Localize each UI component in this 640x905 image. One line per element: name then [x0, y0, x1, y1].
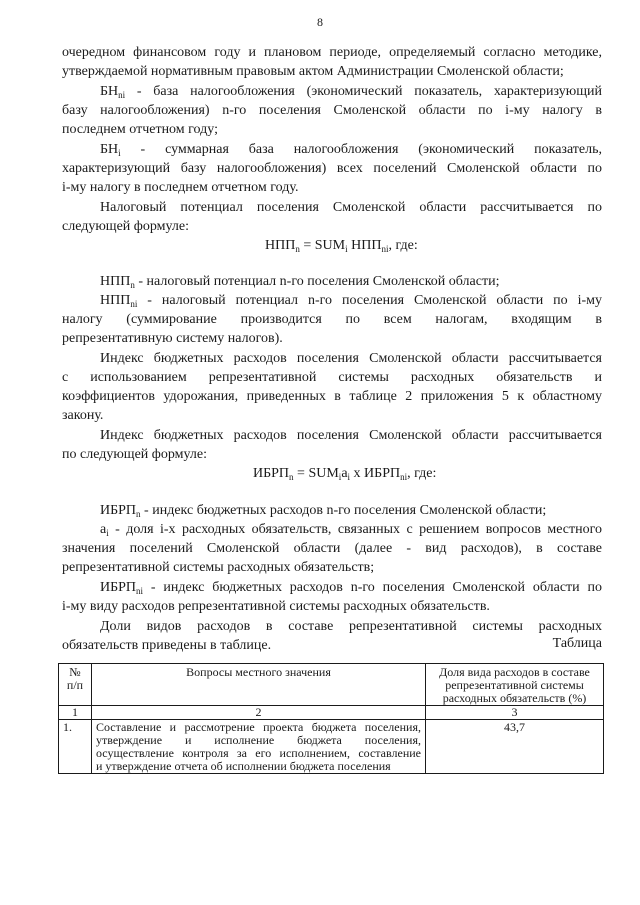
table-header-row	[59, 664, 604, 706]
header-share: Доля вида расходов в составе репрезентативной системы расходных обязательств (%)	[426, 664, 604, 706]
definition-a-i: $a_i$ - доля i-х расходных обязательств, связанных с решением вопросов местного	[100, 522, 602, 538]
row-issue: Составление и рассмотрение проекта бюджета поселения, утверждение и исполнение бюджета поселения, осуществление контроля за его исполнением, составление и утверждение отчета об исполнении бюджета поселения	[92, 720, 426, 774]
paragraph-line: с использованием репрезентативной системы расходных обязательств и	[62, 370, 602, 385]
paragraph-line: Налоговый потенциал поселения Смоленской области рассчитывается по	[100, 200, 602, 215]
paragraph-line: утверждаемой нормативным правовым актом Администрации Смоленской области;	[62, 64, 564, 79]
index-cell: 1	[59, 706, 92, 720]
row-share: 43,7	[426, 720, 604, 774]
definition-bn-i: $БН_i$ - суммарная база налогообложения (экономический показатель,	[100, 142, 602, 158]
paragraph-line: репрезентативную систему налогов).	[62, 331, 283, 346]
header-num: № п/п	[59, 664, 92, 706]
paragraph-line: налогу (суммирование производится по всем налогам, входящим в	[62, 312, 602, 327]
row-num: 1.	[59, 720, 92, 774]
paragraph-line: следующей формуле:	[62, 219, 189, 234]
paragraph-line: базу налогообложения) n-го поселения Смоленской области по i-му налогу в	[62, 103, 602, 118]
page-number: 8	[317, 15, 323, 29]
definition-bn-ni: $БН_{ni}$ - база налогообложения (экономический показатель, характеризующий	[100, 84, 602, 100]
definition-ibrp-n: $ИБРП_n$ - индекс бюджетных расходов n-го поселения Смоленской области;	[100, 503, 547, 519]
shares-table	[58, 663, 604, 774]
table-label: Таблица	[552, 636, 602, 651]
table-row	[59, 720, 604, 774]
paragraph-line: коэффициентов удорожания, приведенных в таблице 2 приложения 5 к областному	[62, 389, 602, 404]
formula-ibrp: $ИБРП_n = SUM_ia_i$ x $ИБРП_{ni}$, где:	[253, 466, 437, 482]
paragraph-line: Индекс бюджетных расходов поселения Смоленской области рассчитывается	[100, 351, 602, 366]
paragraph-line: i-му виду расходов репрезентативной системы расходных обязательств.	[62, 599, 490, 614]
index-cell: 3	[426, 706, 604, 720]
definition-npp-n: $НПП_n$ - налоговый потенциал n-го поселения Смоленской области;	[100, 274, 500, 290]
paragraph-line: характеризующий базу налогообложения) всех поселений Смоленской области по	[62, 161, 602, 176]
paragraph-line: значения поселений Смоленской области (далее - вид расходов), в составе	[62, 541, 602, 556]
definition-npp-ni: $НПП_{ni}$ - налоговый потенциал n-го поселения Смоленской области по i-му	[100, 293, 602, 309]
definition-ibrp-ni: $ИБРП_{ni}$ - индекс бюджетных расходов n-го поселения Смоленской области по	[100, 580, 602, 596]
paragraph-line: очередном финансовом году и плановом периоде, определяемый согласно методике,	[62, 45, 602, 60]
index-cell: 2	[92, 706, 426, 720]
paragraph-line: закону.	[62, 408, 104, 423]
table-index-row	[59, 706, 604, 720]
paragraph-line: i-му налогу в последнем отчетном году.	[62, 180, 299, 195]
paragraph-line: по следующей формуле:	[62, 447, 207, 462]
paragraph-line: последнем отчетном году;	[62, 122, 218, 137]
formula-npp: $НПП_n = SUM_i$ $НПП_{ni}$, где:	[265, 238, 418, 254]
paragraph-line: обязательств приведены в таблице.	[62, 638, 272, 653]
paragraph-line: Индекс бюджетных расходов поселения Смоленской области рассчитывается	[100, 428, 602, 443]
paragraph-line: репрезентативной системы расходных обязательств;	[62, 560, 375, 575]
header-issues: Вопросы местного значения	[92, 664, 426, 706]
paragraph-line: Доли видов расходов в составе репрезентативной системы расходных	[100, 619, 602, 634]
